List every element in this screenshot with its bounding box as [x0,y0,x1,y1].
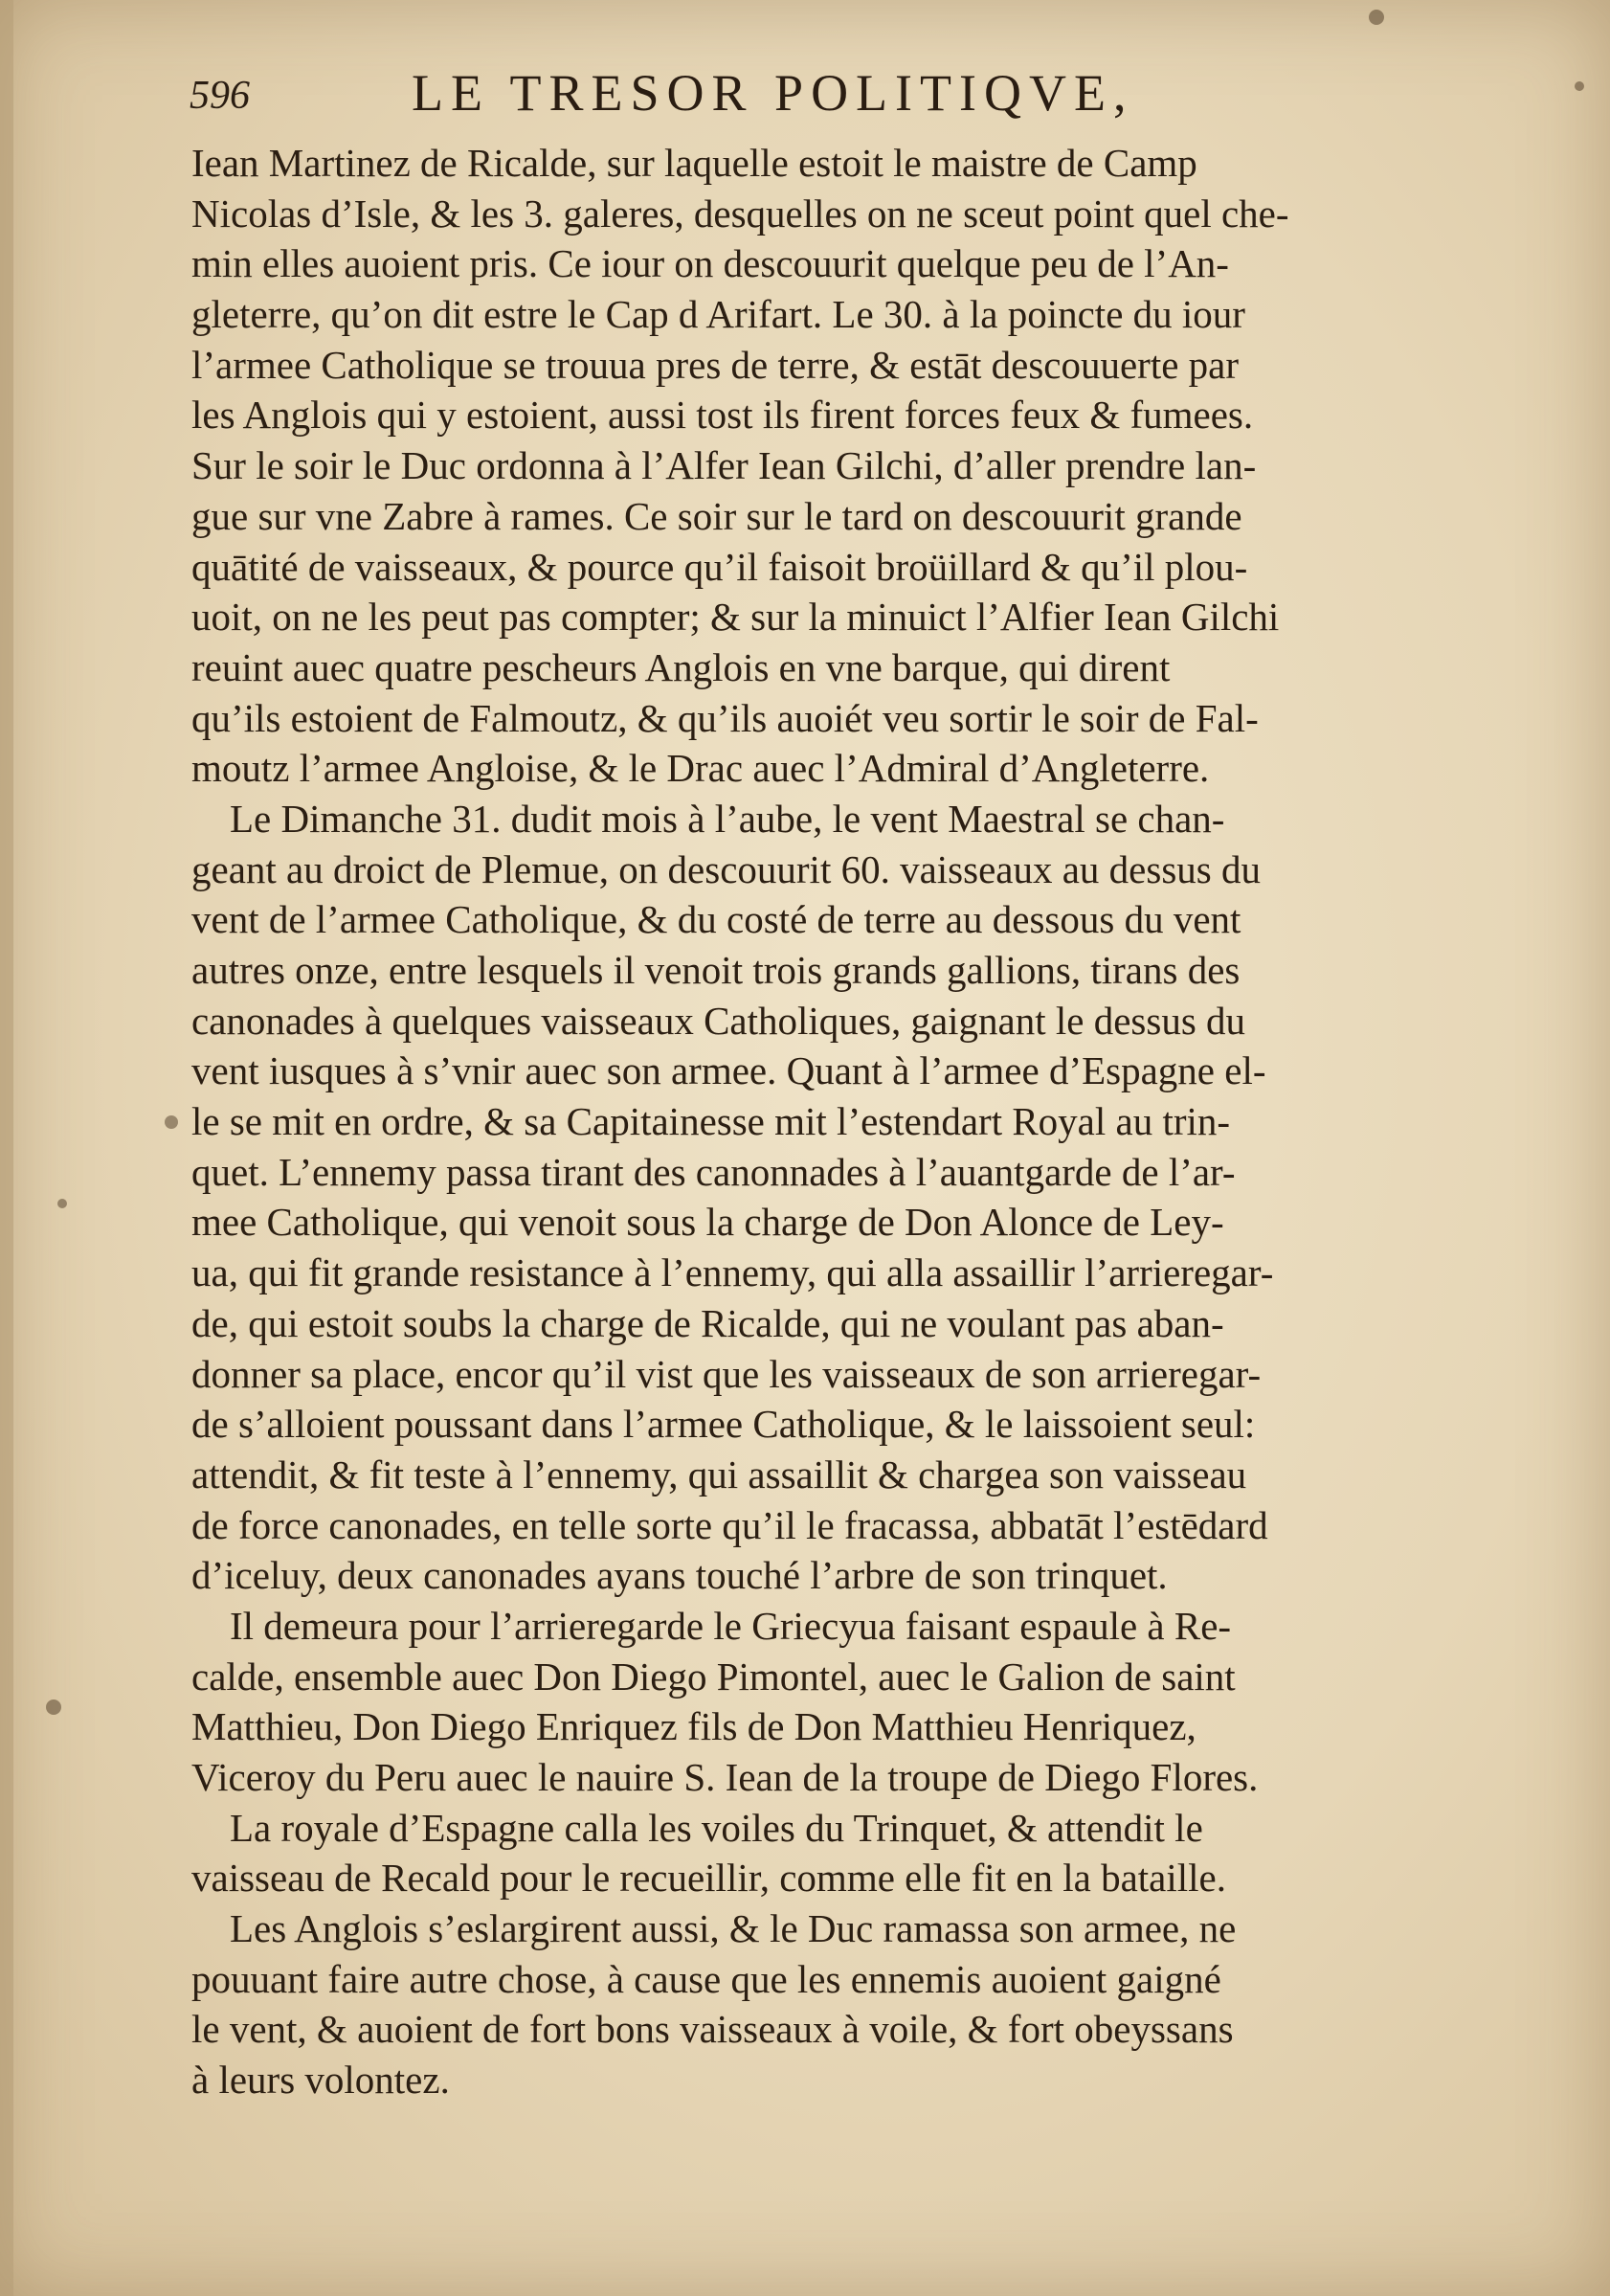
running-title: LE TRESOR POLITIQVE, [412,64,1134,122]
text-line: autres onze, entre lesquels il venoit trois grands gallions, tirans des [191,948,1241,992]
ink-blot [1369,10,1384,25]
ink-blot [46,1699,61,1715]
text-line: geant au droict de Plemue, on descouurit 60. vaisseaux au dessus du [191,846,1261,891]
text-line: qu’ils estoient de Falmoutz, & qu’ils auoiét veu sortir le soir de Fal- [191,695,1259,740]
text-line: attendit, & fit teste à l’ennemy, qui assaillit & chargea son vaisseau [191,1452,1247,1497]
text-line: Il demeura pour l’arrieregarde le Griecyua faisant espaule à Re- [230,1603,1232,1648]
text-line: min elles auoient pris. Ce iour on descouurit quelque peu de l’An- [191,241,1229,286]
text-line: de, qui estoit soubs la charge de Ricalde, qui ne voulant pas aban- [191,1300,1224,1345]
text-line: de s’alloient poussant dans l’armee Catholique, & le laissoient seul: [191,1402,1256,1447]
text-line: Iean Martinez de Ricalde, sur laquelle estoit le maistre de Camp [191,141,1197,185]
text-line: d’iceluy, deux canonades ayans touché l’arbre de son trinquet. [191,1553,1168,1598]
text-line: donner sa place, encor qu’il vist que les vaisseaux de son arrieregar- [191,1351,1262,1396]
text-line: vent iusques à s’vnir auec son armee. Quant à l’armee d’Espagne el- [191,1048,1266,1093]
text-line: pouuant faire autre chose, à cause que les ennemis auoient gaigné [191,1956,1221,2001]
text-line: vent de l’armee Catholique, & du costé de terre au dessous du vent [191,897,1241,942]
text-line: quet. L’ennemy passa tirant des canonnades à l’auantgarde de l’ar- [191,1149,1236,1194]
text-line: reuint auec quatre pescheurs Anglois en vne barque, qui dirent [191,644,1171,689]
text-line: gue sur vne Zabre à rames. Ce soir sur le tard on descouurit grande [191,493,1242,538]
text-line: calde, ensemble auec Don Diego Pimontel, auec le Galion de saint [191,1654,1236,1699]
text-line: Sur le soir le Duc ordonna à l’Alfer Iean Gilchi, d’aller prendre lan- [191,443,1257,488]
text-line: les Anglois qui y estoient, aussi tost ils firent forces feux & fumees. [191,393,1254,438]
text-line: de force canonades, en telle sorte qu’il le fracassa, abbatāt l’estēdard [191,1502,1268,1547]
text-line: Matthieu, Don Diego Enriquez fils de Don Matthieu Henriquez, [191,1704,1196,1749]
page-gutter-shadow [0,0,13,2296]
page-header [190,63,1434,130]
text-line: le se mit en ordre, & sa Capitainesse mit l’estendart Royal au trin- [191,1099,1231,1144]
text-line: Viceroy du Peru auec le nauire S. Iean de la troupe de Diego Flores. [191,1755,1259,1799]
text-line: mee Catholique, qui venoit sous la charge de Don Alonce de Ley- [191,1200,1224,1245]
ink-blot [1575,81,1584,91]
page-number: 596 [190,74,250,118]
text-line: gleterre, qu’on dit estre le Cap d Arifart. Le 30. à la poincte du iour [191,292,1245,337]
ink-blot [57,1199,67,1208]
text-line: ua, qui fit grande resistance à l’ennemy, qui alla assaillir l’arrieregar- [191,1250,1274,1295]
text-line: Le Dimanche 31. dudit mois à l’aube, le vent Maestral se chan- [230,796,1225,841]
text-line: La royale d’Espagne calla les voiles du Trinquet, & attendit le [230,1805,1203,1850]
text-line: Nicolas d’Isle, & les 3. galeres, desquelles on ne sceut point quel che- [191,191,1289,236]
text-line: Les Anglois s’eslargirent aussi, & le Duc ramassa son armee, ne [230,1906,1237,1951]
text-line: le vent, & auoient de fort bons vaisseaux à voile, & fort obeyssans [191,2007,1234,2052]
text-line: quātité de vaisseaux, & pource qu’il faisoit broüillard & qu’il plou- [191,544,1248,589]
text-line: vaisseau de Recald pour le recueillir, comme elle fit en la bataille. [191,1856,1226,1901]
body-text [191,138,1453,2105]
text-line: uoit, on ne les peut pas compter; & sur la minuict l’Alfier Iean Gilchi [191,595,1280,640]
text-line: à leurs volontez. [191,2058,450,2103]
ink-blot [165,1115,178,1129]
text-line: moutz l’armee Angloise, & le Drac auec l’Admiral d’Angleterre. [191,746,1210,791]
text-line: canonades à quelques vaisseaux Catholiques, gaignant le dessus du [191,998,1246,1043]
text-line: l’armee Catholique se trouua pres de terre, & estāt descouuerte par [191,342,1240,387]
